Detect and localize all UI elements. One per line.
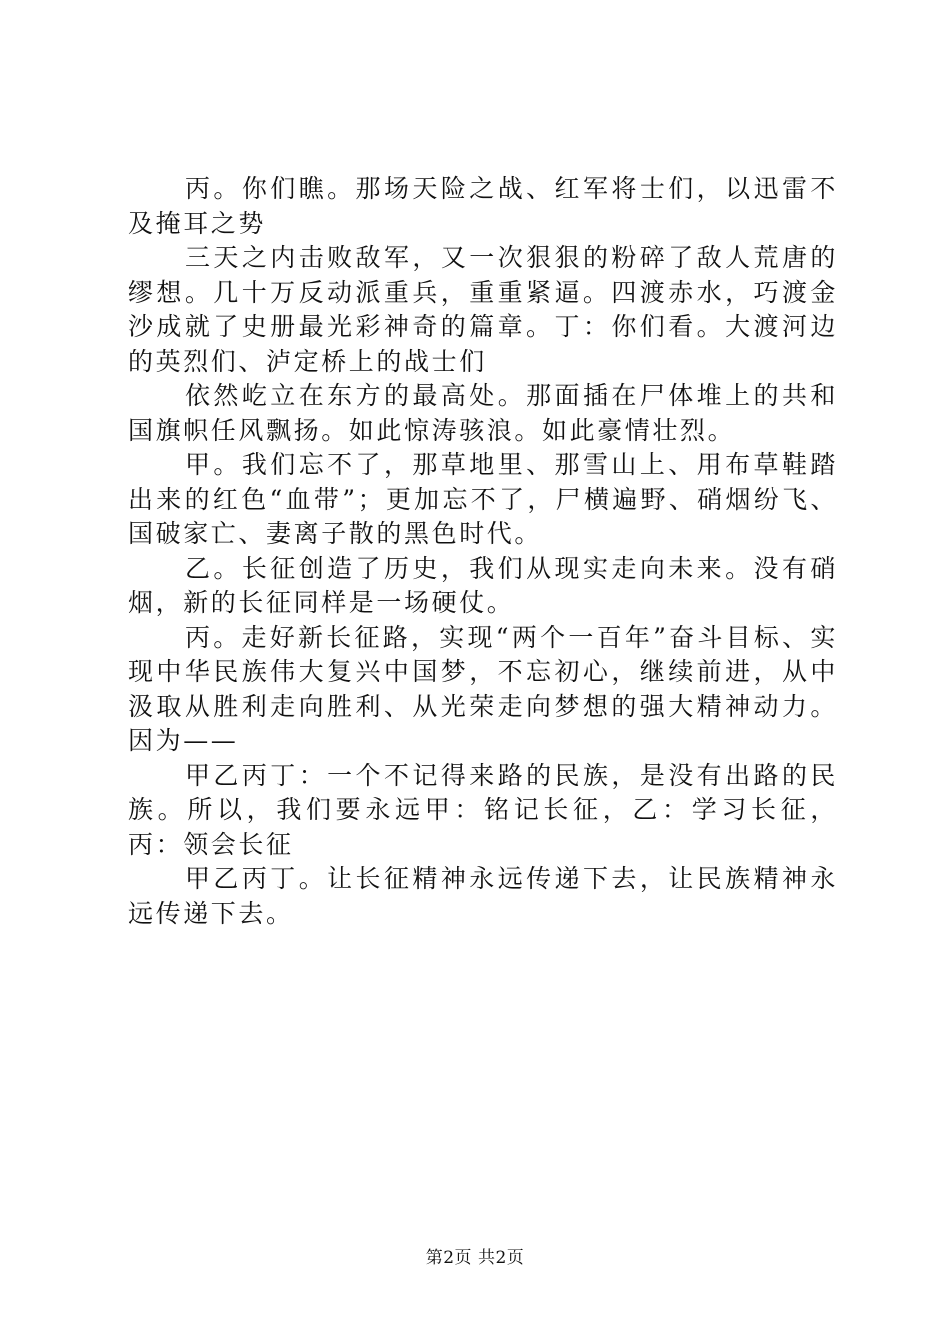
paragraph: 甲乙丙丁。让长征精神永远传递下去，让民族精神永远传递下去。 (128, 864, 838, 928)
paragraph: 丙。走好新长征路，实现“两个一百年”奋斗目标、实现中华民族伟大复兴中国梦，不忘初心，继续前进，从中汲取从胜利走向胜利、从光荣走向梦想的强大精神动力。因为—— (128, 622, 838, 755)
paragraph: 丙。你们瞧。那场天险之战、红军将士们，以迅雷不及掩耳之势 (128, 174, 838, 238)
paragraph: 甲乙丙丁：一个不记得来路的民族，是没有出路的民族。所以，我们要永远甲：铭记长征，乙：学习长征，丙：领会长征 (128, 760, 838, 859)
paragraph: 依然屹立在东方的最高处。那面插在尸体堆上的共和国旗帜任风飘扬。如此惊涛骇浪。如此豪情壮烈。 (128, 381, 838, 445)
document-body (128, 172, 838, 931)
paragraph: 乙。长征创造了历史，我们从现实走向未来。没有硝烟，新的长征同样是一场硬仗。 (128, 553, 838, 617)
paragraph: 甲。我们忘不了，那草地里、那雪山上、用布草鞋踏出来的红色“血带”；更加忘不了，尸横遍野、硝烟纷飞、国破家亡、妻离子散的黑色时代。 (128, 450, 838, 548)
page-footer: 第2页 共2页 (425, 1248, 525, 1268)
paragraph: 三天之内击败敌军，又一次狠狠的粉碎了敌人荒唐的缪想。几十万反动派重兵，重重紧逼。四渡赤水，巧渡金沙成就了史册最光彩神奇的篇章。丁：你们看。大渡河边的英烈们、泸定桥上的战士们 (128, 243, 838, 376)
